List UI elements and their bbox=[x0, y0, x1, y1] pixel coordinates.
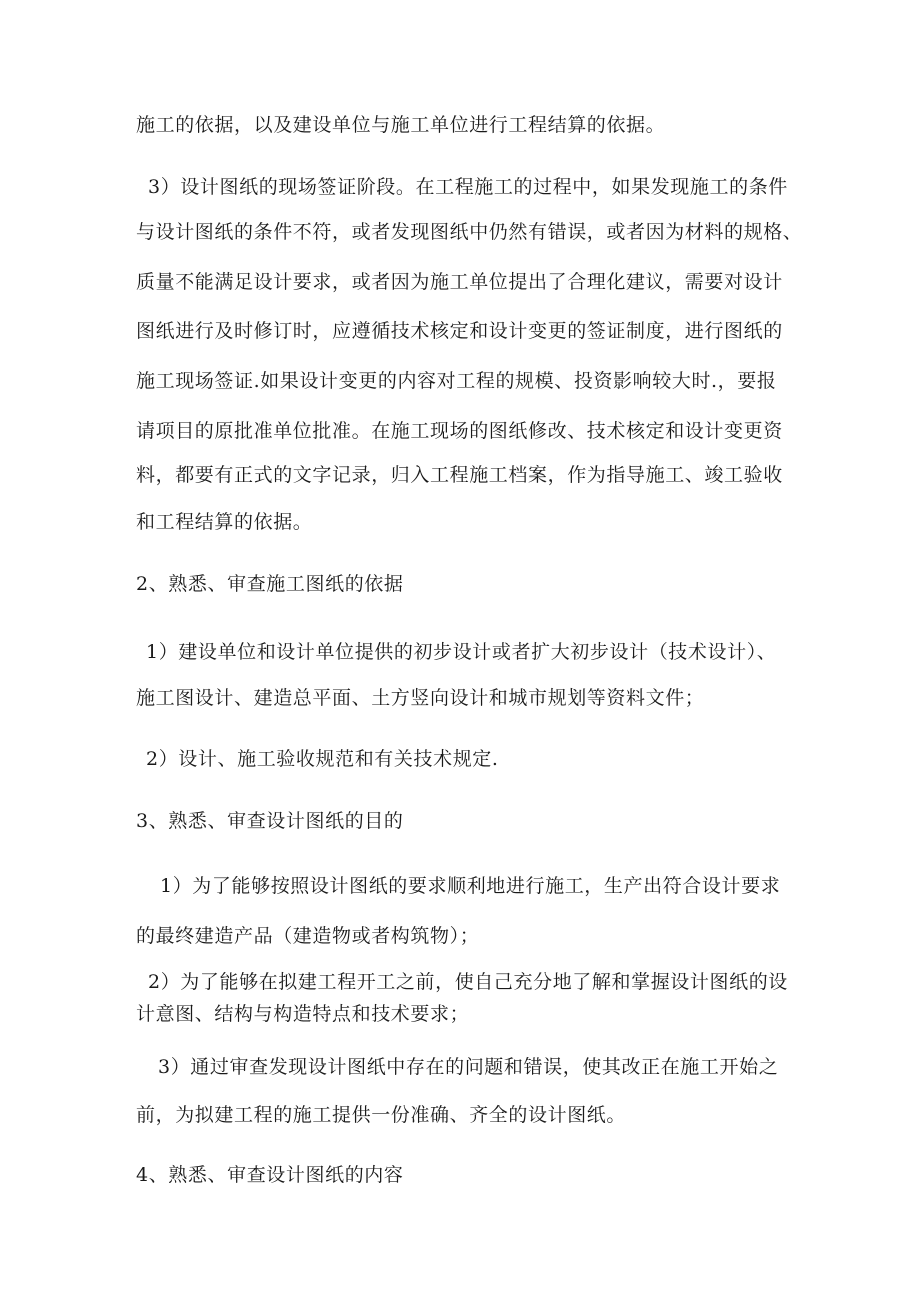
section-heading-2: 2、熟悉、审查施工图纸的依据 bbox=[136, 573, 404, 595]
text-line-5: 图纸进行及时修订时，应遵循技术核定和设计变更的签证制度，进行图纸的 bbox=[136, 320, 783, 342]
text-line-9: 和工程结算的依据。 bbox=[136, 511, 313, 533]
text-line-19: 3）通过审查发现设计图纸中存在的问题和错误，使其改正在施工开始之 bbox=[158, 1056, 779, 1078]
text-line-13: 2）设计、施工验收规范和有关技术规定. bbox=[146, 748, 499, 770]
text-line-2: 3）设计图纸的现场签证阶段。在工程施工的过程中，如果发现施工的条件 bbox=[148, 176, 788, 198]
section-heading-3: 3、熟悉、审查设计图纸的目的 bbox=[136, 810, 404, 832]
text-line-11: 1）建设单位和设计单位提供的初步设计或者扩大初步设计（技术设计）、 bbox=[146, 641, 777, 663]
text-line-20: 前，为拟建工程的施工提供一份准确、齐全的设计图纸。 bbox=[136, 1104, 627, 1126]
text-line-17: 2）为了能够在拟建工程开工之前，使自己充分地了解和掌握设计图纸的设 bbox=[148, 971, 788, 993]
text-line-1: 施工的依据，以及建设单位与施工单位进行工程结算的依据。 bbox=[136, 114, 666, 136]
text-line-3: 与设计图纸的条件不符，或者发现图纸中仍然有错误，或者因为材料的规格、 bbox=[136, 221, 803, 243]
text-line-7: 请项目的原批准单位批准。在施工现场的图纸修改、技术核定和设计变更资 bbox=[136, 420, 783, 442]
text-line-4: 质量不能满足设计要求，或者因为施工单位提出了合理化建议，需要对设计 bbox=[136, 271, 783, 293]
text-line-6: 施工现场签证.如果设计变更的内容对工程的规模、投资影响较大时.，要报 bbox=[136, 370, 777, 392]
section-heading-4: 4、熟悉、审查设计图纸的内容 bbox=[136, 1164, 404, 1186]
text-line-18: 计意图、结构与构造特点和技术要求； bbox=[136, 1003, 470, 1025]
text-line-8: 料，都要有正式的文字记录，归入工程施工档案，作为指导施工、竣工验收 bbox=[136, 464, 783, 486]
text-line-15: 1）为了能够按照设计图纸的要求顺利地进行施工，生产出符合设计要求 bbox=[160, 875, 781, 897]
text-line-12: 施工图设计、建造总平面、土方竖向设计和城市规划等资料文件； bbox=[136, 687, 705, 709]
text-line-16: 的最终建造产品（建造物或者构筑物）； bbox=[136, 925, 480, 947]
